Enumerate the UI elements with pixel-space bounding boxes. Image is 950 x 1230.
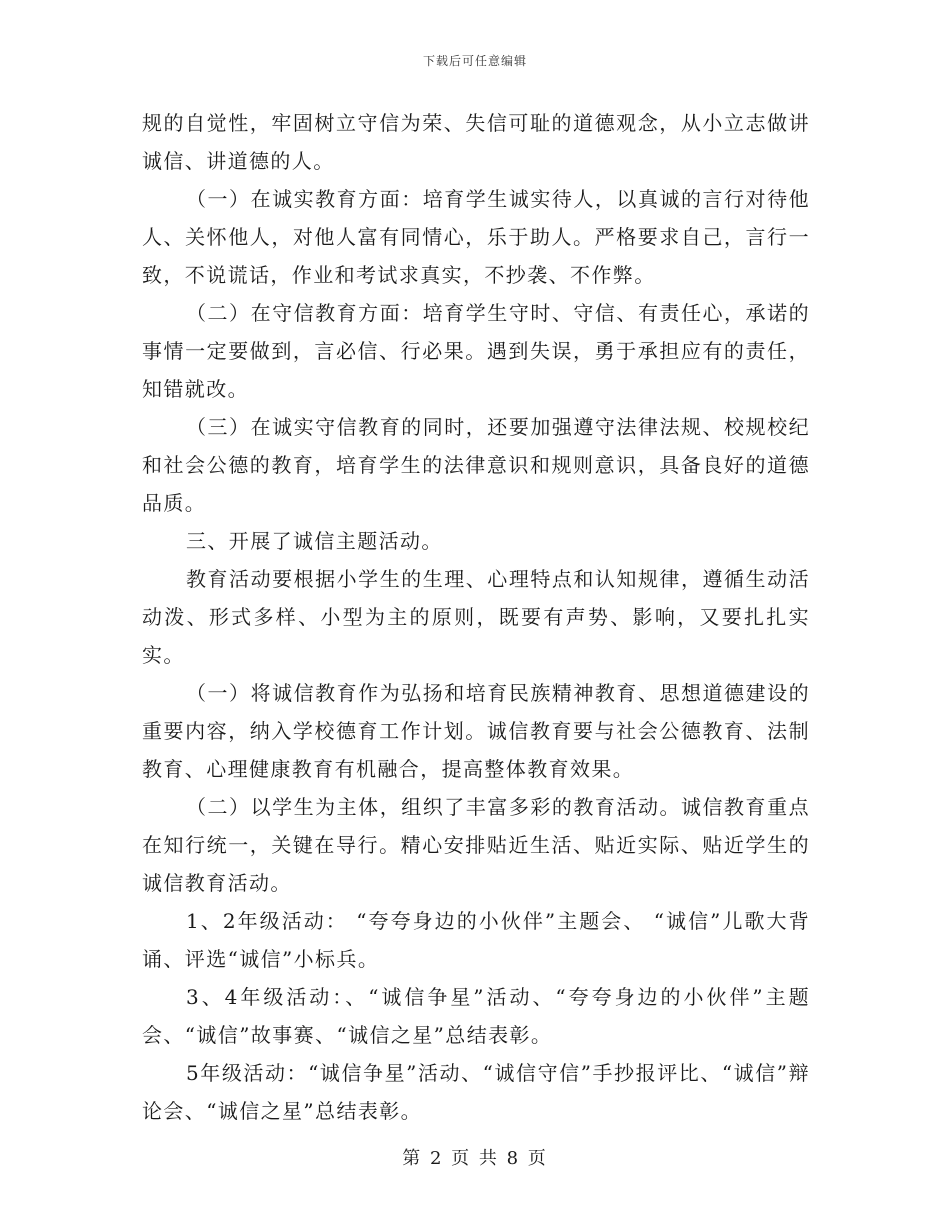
paragraph-honesty-education: （一）在诚实教育方面：培育学生诚实待人，以真诚的言行对待他人、关怀他人，对他人富有同情心，乐于助人。严格要求自己，言行一致，不说谎话，作业和考试求真实，不抄袭、不作弊。 [142, 187, 810, 287]
paragraph-grade-3-4: 3、4年级活动：、“诚信争星”活动、“夸夸身边的小伙伴”主题会、“诚信”故事赛、“诚信之星”总结表彰。 [142, 985, 810, 1047]
paragraph-student-activities: （二）以学生为主体，组织了丰富多彩的教育活动。诚信教育重点在知行统一，关键在导行。精心安排贴近生活、贴近实际、贴近学生的诚信教育活动。 [142, 795, 810, 895]
section-heading-activities: 三、开展了诚信主题活动。 [186, 529, 443, 553]
document-body [142, 104, 810, 1130]
paragraph-law-education: （三）在诚实守信教育的同时，还要加强遵守法律法规、校规校纪和社会公德的教育，培育学生的法律意识和规则意识，具备良好的道德品质。 [142, 415, 810, 515]
page-number-footer: 第 2 页 共 8 页 [402, 1148, 548, 1169]
paragraph-continuation: 规的自觉性，牢固树立守信为荣、失信可耻的道德观念，从小立志做讲诚信、讲道德的人。 [142, 111, 810, 173]
paragraph-integration: （一）将诚信教育作为弘扬和培育民族精神教育、思想道德建设的重要内容，纳入学校德育工作计划。诚信教育要与社会公德教育、法制教育、心理健康教育有机融合，提高整体教育效果。 [142, 681, 810, 781]
paragraph-activity-principles: 教育活动要根据小学生的生理、心理特点和认知规律，遵循生动活动泼、形式多样、小型为主的原则，既要有声势、影响，又要扎扎实实。 [142, 567, 810, 667]
paragraph-grade-1-2: 1、2年级活动： “夸夸身边的小伙伴”主题会、 “诚信”儿歌大背诵、评选“诚信”小标兵。 [142, 909, 810, 971]
paragraph-grade-5: 5年级活动：“诚信争星”活动、“诚信守信”手抄报评比、“诚信”辩论会、“诚信之星”总结表彰。 [142, 1061, 810, 1123]
page-header: 下载后可任意编辑 [422, 54, 527, 68]
paragraph-trust-education: （二）在守信教育方面：培育学生守时、守信、有责任心，承诺的事情一定要做到，言必信、行必果。遇到失误，勇于承担应有的责任，知错就改。 [142, 301, 810, 401]
